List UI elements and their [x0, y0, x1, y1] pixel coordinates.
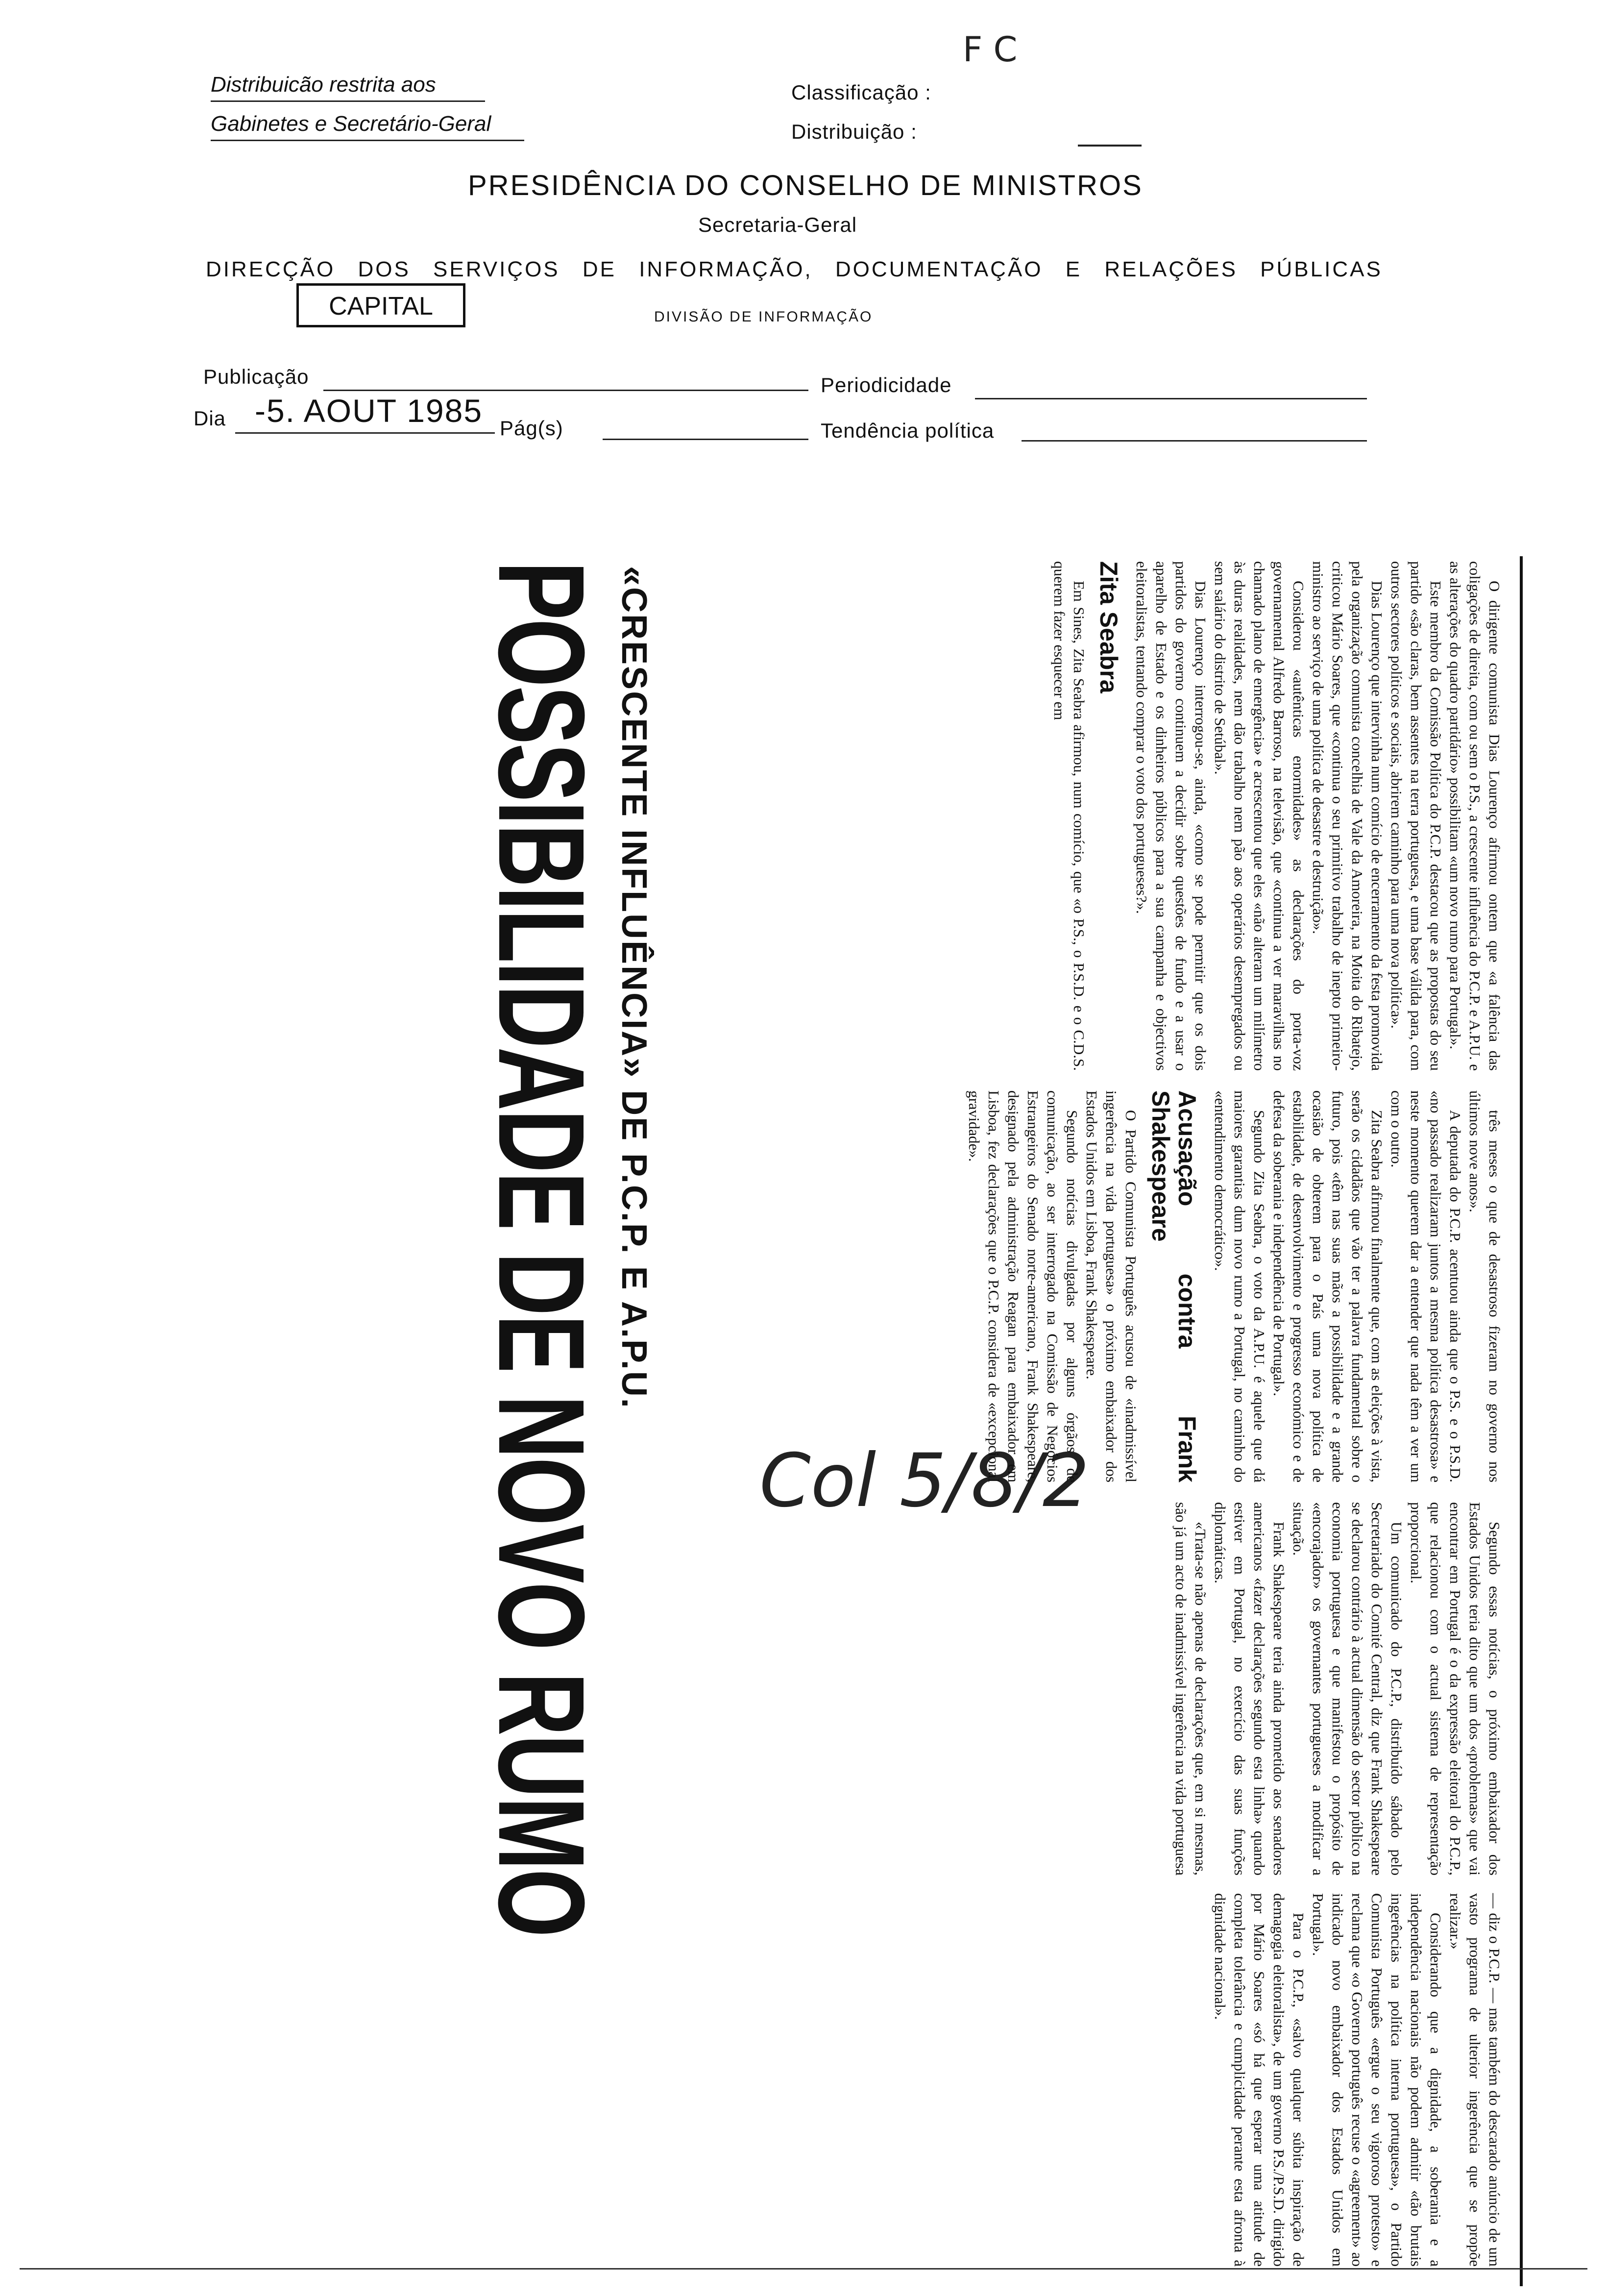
article-paragraph: Um comunicado do P.C.P., distribuído sábado pelo Secretariado do Comité Central, diz que Frank Shakespeare se declarou contrário à actual dimensão do sector público na economia portuguesa e que manifestou o propósito de «encorajador» os governantes portugueses a modificar a situação. — [1290, 1502, 1405, 1876]
handwritten-margin-note: Col 5/8/2 — [759, 1438, 1090, 1524]
presidency-title: PRESIDÊNCIA DO CONSELHO DE MINISTROS — [468, 170, 1143, 201]
publicacao-label: Publicação — [203, 365, 309, 388]
article-paragraph: O Partido Comunista Português acusou de «inadmissível ingerência na vida portuguesa» o próximo embaixador dos Estados Unidos em Lisboa, Frank Shakespeare. — [1083, 1090, 1140, 1482]
article-paragraph: Segundo notícias divulgadas por alguns órgãos de comunicação, ao ser interrogado na Comissão de Negócios Estrangeiros do Senado norte-americano, Frank Shakespeare, designado pela administração Reagan para embaixador em Lisboa, fez declarações que o P.C.P. considera de «excepcional gravidade». — [966, 1090, 1081, 1482]
dia-stamp: -5. AOUT 1985 — [255, 393, 483, 429]
publicacao-line — [323, 390, 808, 391]
article-paragraph: Zita Seabra afirmou finalmente que, com as eleições à vista, serão os cidadãos que vão ter a palavra fundamental sobre o futuro, pois «têm nas suas mãos a possibilidade e a grande ocasião de obterem para o País uma nova política de estabilidade, de desenvolvimento e progresso económico e de defesa da soberania e independência de Portugal». — [1270, 1090, 1386, 1482]
classificacao-label: Classificação : — [791, 81, 931, 104]
article-paragraph: Frank Shakespeare teria ainda prometido aos senadores americanos «fazer declarações segundo esta linha» quando estiver em Portugal, no exercício das suas funções diplomáticas. — [1212, 1502, 1288, 1876]
article-headline: POSSIBILIDADE DE NOVO RUMO — [473, 561, 610, 1936]
article-paragraph: Dias Lourenço que intervinha num comício de encerramento da festa promovida pela organização comunista concelhia de Vale da Amoreira, na Moita do Ribatejo, criticou Mário Soares, que «continua o seu primitivo trabalho de inepto primeiro-ministro ao serviço de uma política de desastre e destruição». — [1310, 561, 1386, 1071]
secretaria-geral: Secretaria-Geral — [698, 213, 857, 236]
handwritten-dash — [1078, 145, 1142, 147]
distribution-underline-1 — [211, 100, 485, 102]
clipping-rotated-content — [414, 546, 1534, 2296]
periodicidade-line — [975, 398, 1367, 399]
tendencia-line — [1022, 440, 1367, 442]
publication-stamp — [296, 283, 465, 327]
article-column-3 — [818, 1502, 1504, 2267]
article-paragraph: Segundo Zita Seabra, o voto da A.P.U. é aquele que dá maiores garantias dum novo rumo a Portugal, no caminho do «entendimento democrático». — [1212, 1090, 1268, 1482]
scan-bottom-edge — [20, 2268, 1587, 2270]
dia-line — [235, 432, 495, 434]
direccao-line: DIRECÇÃO DOS SERVIÇOS DE INFORMAÇÃO, DOCUMENTAÇÃO E RELAÇÕES PÚBLICAS — [206, 257, 1383, 281]
pags-line — [603, 439, 808, 440]
article-paragraph: O dirigente comunista Dias Lourenço afirmou ontem que «a falência das coligações de direita, com ou sem o P.S., a crescente influência do P.C.P. e A.P.U. e as alterações do quadro partidário» possibilitam «um novo rumo para Portugal». — [1447, 561, 1503, 1071]
publication-name: CAPITAL — [329, 292, 433, 321]
article-paragraph: Considerando que a dignidade, a soberania e a independência nacionais não podem admitir «tão brutais ingerências na política interna portuguesa», o Partido Comunista Português «ergue o seu vigoroso protesto» e reclama que «o Governo português recuse o «agreement» ao indicado novo embaixador dos Estados Unidos em Portugal». — [1310, 1893, 1444, 2267]
pags-label: Pág(s) — [500, 417, 563, 440]
article-column-2 — [759, 1090, 1504, 1482]
article-paragraph: Considerou «autênticas enormidades» as declarações do porta-voz governamental Alfredo Barroso, na televisão, que «continua a ver maravilhas no chamado plano de emergência» e acrescentou que eles «não alteram um milímetro às duras realidades, nem dão trabalho nem pão aos operários desempregados ou sem salário do distrito de Setúbal». — [1212, 561, 1307, 1071]
article-paragraph: Segundo essas notícias, o próximo embaixador dos Estados Unidos teria dito que um dos «problemas» que vai encontrar em Portugal é o da expressão eleitoral do P.C.P., que relacionou com o actual sistema de representação proporcional. — [1408, 1502, 1503, 1876]
subheading-zita-seabra: Zita Seabra — [1095, 561, 1122, 693]
distribution-underline-2 — [211, 140, 524, 141]
article-kicker: «CRESCENTE INFLUÊNCIA» DE P.C.P. E A.P.U. — [614, 566, 654, 1409]
article-paragraph: A deputada do P.C.P. acentuou ainda que o P.S. e o P.S.D. «no passado realizaram juntos a mesma política desastrosa» e neste momento querem dar a entender que nada têm a ver um com o outro. — [1388, 1090, 1464, 1482]
distribution-line-1: Distribuicão restrita aos — [211, 73, 436, 97]
article-paragraph: três meses o que de desastroso fizeram no governo nos últimos nove anos». — [1466, 1090, 1503, 1482]
article-paragraph: Para o P.C.P., «salvo qualquer súbita inspiração de demagogia eleitoralista», de um governo P.S./P.S.D. dirigido por Mário Soares «só há que esperar uma atitude de completa tolerância e cumplicidade perante esta afronta à dignidade nacional». — [1212, 1893, 1307, 2267]
clipping-top-rule — [1520, 556, 1523, 2286]
distribution-line-2: Gabinetes e Secretário-Geral — [211, 112, 491, 136]
article-column-1 — [661, 561, 1504, 1071]
article-paragraph: Dias Lourenço interrogou-se, ainda, «como se pode permitir que os dois partidos do governo continuem a decidir sobre questões de fundo e a usar o aparelho de Estado e os dinheiros públicos para a sua campanha e objectivos eleitoralistas, tentando comprar o voto dos portugueses?». — [1133, 561, 1209, 1071]
article-paragraph: Este membro da Comissão Política do P.C.P. destacou que as propostas do seu partido «são claras, bem assentes na terra portuguesa, e uma base válida para, com outros sectores políticos e sociais, abrirem caminho para uma nova política». — [1388, 561, 1444, 1071]
tendencia-label: Tendência política — [821, 419, 995, 442]
newspaper-clipping — [414, 546, 1534, 2296]
dia-label: Dia — [194, 407, 226, 430]
article-paragraph: «Trata-se não apenas de declarações que, em si mesmas, são já um acto de inadmissível ingerência na vida portuguesa — diz o P.C.P. — mas também do descarado anúncio de um vasto programa de ulterior ingerência que se propõe realizar.» — [1172, 1502, 1503, 2267]
subheading-frank-shakespeare: Acusação contra Frank Shakespeare — [1147, 1090, 1201, 1482]
divisao-label: DIVISÃO DE INFORMAÇÃO — [654, 309, 873, 325]
periodicidade-label: Periodicidade — [821, 373, 952, 396]
handwritten-top-mark: F C — [963, 29, 1018, 70]
article-paragraph: Em Sines, Zita Seabra afirmou, num comício, que «o P.S., o P.S.D. e o C.D.S. querem fazer esquecer em — [1051, 561, 1088, 1071]
distribuicao-label: Distribuição : — [791, 120, 917, 143]
